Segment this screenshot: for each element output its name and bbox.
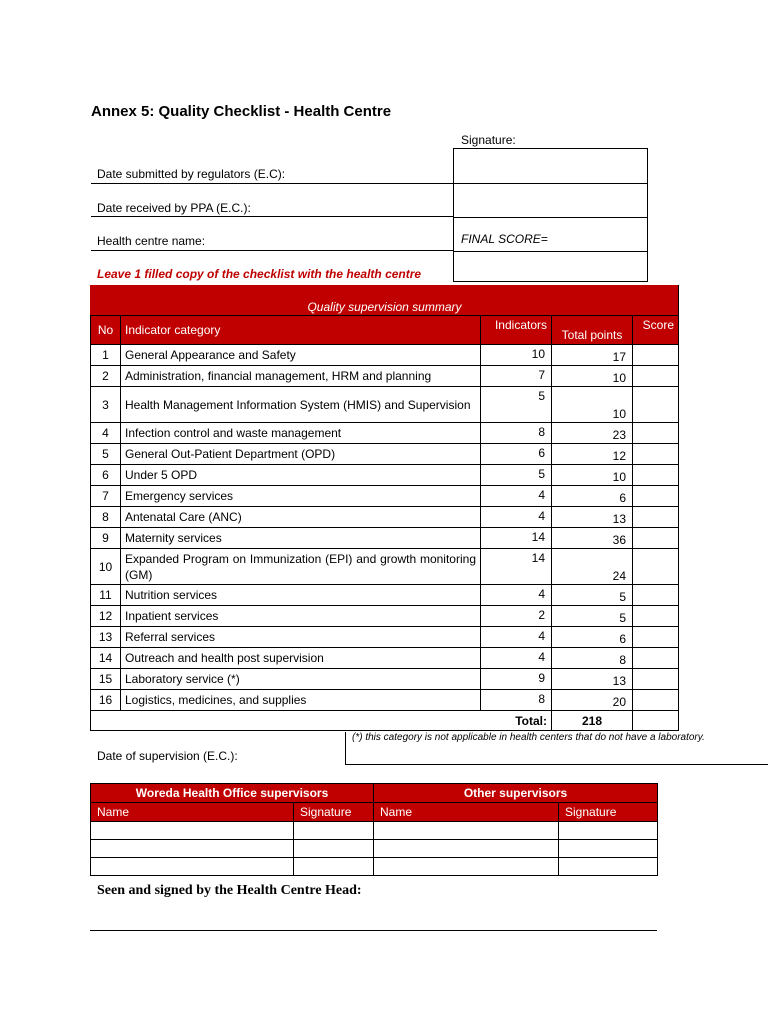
date-submitted-label: Date submitted by regulators (E.C): <box>97 167 286 181</box>
row-no: 2 <box>91 366 121 387</box>
col-header-no: No <box>91 316 121 345</box>
col-header-category: Indicator category <box>121 316 481 345</box>
final-score-label: FINAL SCORE= <box>461 232 548 246</box>
row-indicators: 4 <box>481 648 552 669</box>
row-no: 14 <box>91 648 121 669</box>
table-row <box>91 366 679 387</box>
health-centre-name-label: Health centre name: <box>97 234 206 248</box>
date-received-line[interactable] <box>91 216 453 217</box>
row-total-points: 13 <box>552 669 633 690</box>
row-indicators: 9 <box>481 669 552 690</box>
woreda-name-col: Name <box>91 803 294 822</box>
other-signature-col: Signature <box>559 803 658 822</box>
row-score-cell[interactable] <box>633 444 679 465</box>
row-score-cell[interactable] <box>633 423 679 444</box>
page-title: Annex 5: Quality Checklist - Health Centre <box>91 103 392 120</box>
row-category: Nutrition services <box>121 585 481 606</box>
table-row <box>91 444 679 465</box>
row-no: 3 <box>91 387 121 423</box>
row-total-points: 17 <box>552 345 633 366</box>
row-score-cell[interactable] <box>633 345 679 366</box>
row-total-points: 6 <box>552 627 633 648</box>
other-name-col: Name <box>374 803 559 822</box>
row-indicators: 6 <box>481 444 552 465</box>
row-category: Maternity services <box>121 528 481 549</box>
date-of-supervision-label: Date of supervision (E.C.): <box>97 749 238 763</box>
row-no: 1 <box>91 345 121 366</box>
row-category: Laboratory service (*) <box>121 669 481 690</box>
woreda-supervisors-header: Woreda Health Office supervisors <box>91 784 374 803</box>
woreda-signature-col: Signature <box>294 803 374 822</box>
woreda-signature-cell[interactable] <box>294 822 374 840</box>
row-category: Inpatient services <box>121 606 481 627</box>
row-total-points: 5 <box>552 606 633 627</box>
row-total-points: 10 <box>552 387 633 423</box>
row-indicators: 2 <box>481 606 552 627</box>
row-score-cell[interactable] <box>633 627 679 648</box>
other-signature-cell[interactable] <box>559 840 658 858</box>
col-header-total-points: Total points <box>552 316 633 345</box>
row-category: Emergency services <box>121 486 481 507</box>
health-centre-name-line[interactable] <box>91 250 453 251</box>
row-total-points: 13 <box>552 507 633 528</box>
woreda-signature-cell[interactable] <box>294 858 374 876</box>
row-score-cell[interactable] <box>633 606 679 627</box>
row-no: 15 <box>91 669 121 690</box>
row-indicators: 4 <box>481 627 552 648</box>
row-indicators: 4 <box>481 486 552 507</box>
other-name-cell[interactable] <box>374 858 559 876</box>
row-total-points: 10 <box>552 465 633 486</box>
laboratory-footnote: (*) this category is not applicable in health centers that do not have a laboratory. <box>345 732 768 765</box>
row-category: Referral services <box>121 627 481 648</box>
row-total-points: 10 <box>552 366 633 387</box>
row-no: 12 <box>91 606 121 627</box>
other-name-cell[interactable] <box>374 840 559 858</box>
row-no: 10 <box>91 549 121 585</box>
total-label: Total: <box>91 711 552 731</box>
row-total-points: 6 <box>552 486 633 507</box>
row-indicators: 8 <box>481 423 552 444</box>
table-row <box>91 387 679 423</box>
supervisor-row <box>91 858 658 876</box>
total-score-cell[interactable] <box>633 711 679 731</box>
table-row <box>91 423 679 444</box>
leave-copy-note: Leave 1 filled copy of the checklist with the health centre <box>97 267 422 281</box>
table-row <box>91 528 679 549</box>
row-score-cell[interactable] <box>633 387 679 423</box>
row-no: 4 <box>91 423 121 444</box>
other-supervisors-header: Other supervisors <box>374 784 658 803</box>
row-score-cell[interactable] <box>633 669 679 690</box>
table-row <box>91 465 679 486</box>
col-header-indicators: Indicators <box>481 316 552 345</box>
summary-caption: Quality supervision summary <box>91 286 679 316</box>
signature-box-divider <box>454 217 647 218</box>
date-received-label: Date received by PPA (E.C.): <box>97 201 251 215</box>
row-no: 16 <box>91 690 121 711</box>
total-row <box>91 711 679 731</box>
row-category: Antenatal Care (ANC) <box>121 507 481 528</box>
other-signature-cell[interactable] <box>559 822 658 840</box>
row-category: Outreach and health post supervision <box>121 648 481 669</box>
row-category: Expanded Program on Immunization (EPI) and growth monitoring (GM) <box>121 549 481 585</box>
row-total-points: 20 <box>552 690 633 711</box>
woreda-signature-cell[interactable] <box>294 840 374 858</box>
table-row <box>91 690 679 711</box>
table-row <box>91 627 679 648</box>
other-name-cell[interactable] <box>374 822 559 840</box>
signature-box-divider <box>454 183 647 184</box>
row-score-cell[interactable] <box>633 486 679 507</box>
row-category: Infection control and waste management <box>121 423 481 444</box>
quality-summary-table <box>90 285 679 731</box>
signature-label: Signature: <box>461 133 516 147</box>
row-total-points: 8 <box>552 648 633 669</box>
date-submitted-line[interactable] <box>91 183 453 184</box>
row-indicators: 7 <box>481 366 552 387</box>
row-category: General Appearance and Safety <box>121 345 481 366</box>
table-row <box>91 507 679 528</box>
row-category: Logistics, medicines, and supplies <box>121 690 481 711</box>
row-category: Under 5 OPD <box>121 465 481 486</box>
table-row <box>91 669 679 690</box>
supervisors-table <box>90 783 658 876</box>
woreda-name-cell[interactable] <box>91 840 294 858</box>
row-indicators: 5 <box>481 465 552 486</box>
row-indicators: 10 <box>481 345 552 366</box>
row-indicators: 8 <box>481 690 552 711</box>
col-header-score: Score <box>633 316 679 345</box>
seen-signed-label: Seen and signed by the Health Centre Head: <box>97 883 362 898</box>
row-total-points: 36 <box>552 528 633 549</box>
row-score-cell[interactable] <box>633 549 679 585</box>
row-total-points: 12 <box>552 444 633 465</box>
row-total-points: 5 <box>552 585 633 606</box>
row-score-cell[interactable] <box>633 648 679 669</box>
total-value: 218 <box>552 711 633 731</box>
row-no: 7 <box>91 486 121 507</box>
row-category: General Out-Patient Department (OPD) <box>121 444 481 465</box>
table-row <box>91 648 679 669</box>
row-score-cell[interactable] <box>633 585 679 606</box>
row-no: 9 <box>91 528 121 549</box>
row-total-points: 23 <box>552 423 633 444</box>
supervisor-row <box>91 840 658 858</box>
other-signature-cell[interactable] <box>559 858 658 876</box>
woreda-name-cell[interactable] <box>91 822 294 840</box>
row-category: Health Management Information System (HMIS) and Supervision <box>121 387 481 423</box>
row-score-cell[interactable] <box>633 690 679 711</box>
row-no: 6 <box>91 465 121 486</box>
row-no: 8 <box>91 507 121 528</box>
row-no: 11 <box>91 585 121 606</box>
woreda-name-cell[interactable] <box>91 858 294 876</box>
row-score-cell[interactable] <box>633 366 679 387</box>
table-row <box>91 486 679 507</box>
table-row <box>91 345 679 366</box>
row-no: 13 <box>91 627 121 648</box>
row-no: 5 <box>91 444 121 465</box>
table-row <box>91 606 679 627</box>
row-score-cell[interactable] <box>633 465 679 486</box>
supervisor-row <box>91 822 658 840</box>
row-indicators: 5 <box>481 387 552 423</box>
signature-box-divider <box>454 251 647 252</box>
row-indicators: 14 <box>481 549 552 585</box>
table-row <box>91 585 679 606</box>
table-row <box>91 549 679 585</box>
head-signature-line[interactable] <box>90 930 657 931</box>
row-indicators: 4 <box>481 507 552 528</box>
row-indicators: 14 <box>481 528 552 549</box>
row-total-points: 24 <box>552 549 633 585</box>
row-indicators: 4 <box>481 585 552 606</box>
row-score-cell[interactable] <box>633 507 679 528</box>
row-score-cell[interactable] <box>633 528 679 549</box>
signature-box[interactable] <box>453 148 648 282</box>
row-category: Administration, financial management, HRM and planning <box>121 366 481 387</box>
